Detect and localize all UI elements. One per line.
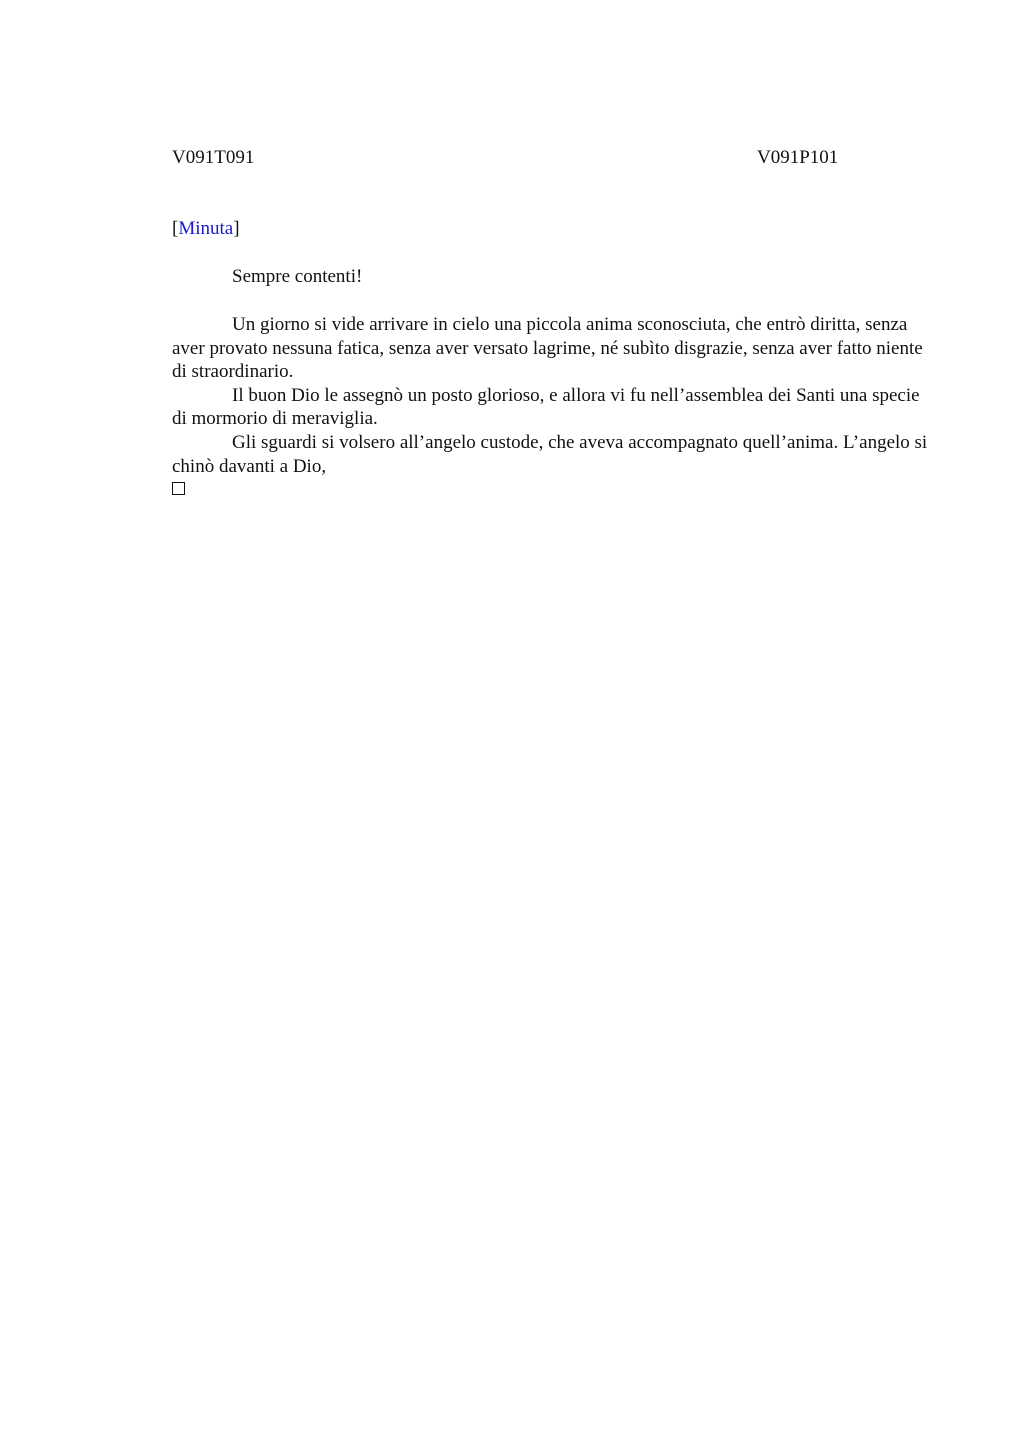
close-bracket: ] — [233, 218, 240, 239]
empty-square-icon — [172, 482, 185, 495]
document-body — [172, 313, 932, 478]
document-reference-code: V091T091 — [172, 147, 255, 168]
paragraph: Il buon Dio le assegnò un posto glorioso, e allora vi fu nell’assemblea dei Santi una specie di mormorio di meraviglia. — [172, 384, 920, 430]
document-title: Sempre contenti! — [232, 266, 363, 287]
draft-label — [172, 217, 240, 241]
paragraph: Gli sguardi si volsero all’angelo custode, che aveva accompagnato quell’anima. L’angelo si chinò davanti a Dio, — [172, 431, 928, 477]
paragraph: Un giorno si vide arrivare in cielo una piccola anima sconosciuta, che entrò diritta, senza aver provato nessuna fatica, senza aver versato lagrime, né subìto disgrazie, senza aver fatto niente di straordinario. — [172, 314, 923, 383]
page-reference-code: V091P101 — [757, 147, 839, 168]
open-bracket: [ — [172, 218, 179, 239]
minuta-link[interactable]: Minuta — [178, 218, 234, 239]
